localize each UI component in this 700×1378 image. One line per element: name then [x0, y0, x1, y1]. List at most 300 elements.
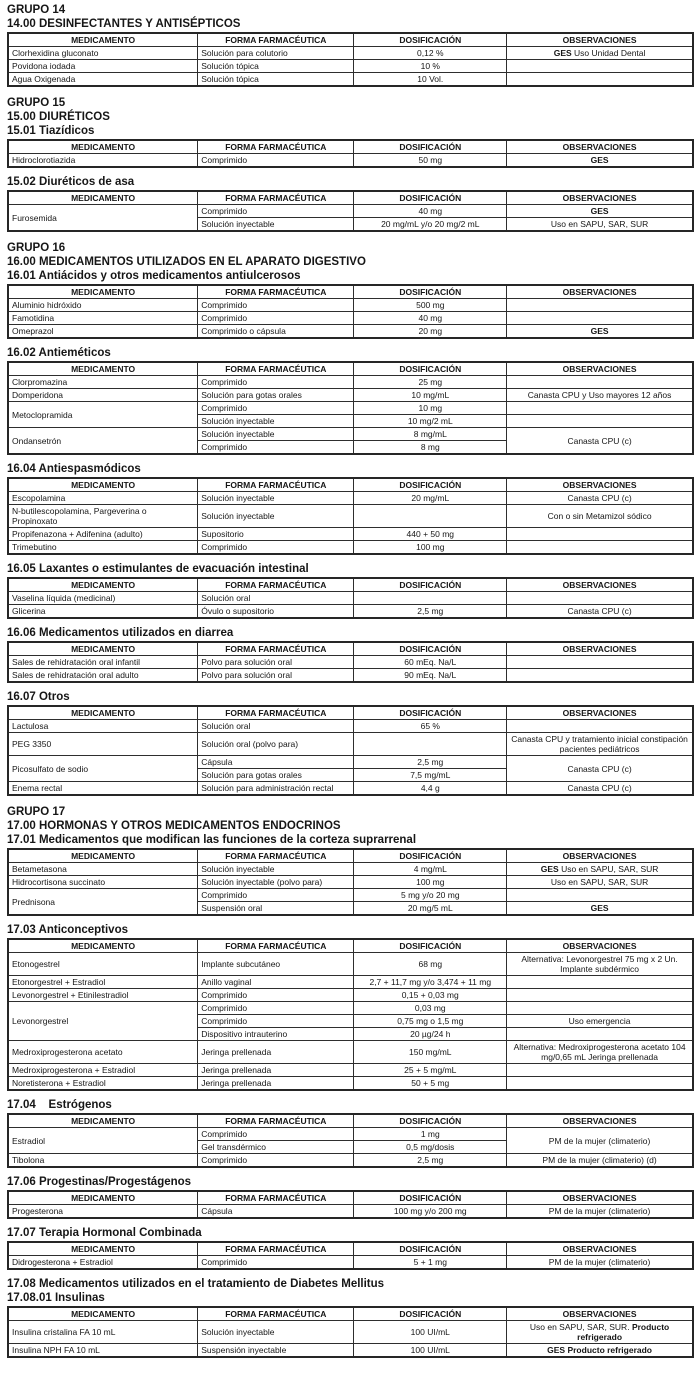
table-row	[8, 325, 693, 339]
cell-medicamento	[8, 733, 198, 756]
column-header: FORMA FARMACÉUTICA	[198, 1114, 354, 1128]
cell-text: Comprimido	[201, 1155, 248, 1165]
cell-observaciones	[507, 1154, 693, 1168]
column-header: MEDICAMENTO	[8, 939, 198, 953]
table-row	[8, 953, 693, 976]
cell-observaciones	[507, 1028, 693, 1041]
cell-dosificacion	[354, 876, 507, 889]
cell-text: PM de la mujer (climaterio) (d)	[542, 1155, 657, 1165]
cell-forma-farmaceutica	[198, 733, 354, 756]
cell-observaciones	[507, 863, 693, 876]
cell-text: Clorhexidina gluconato	[12, 48, 99, 58]
cell-dosificacion	[354, 1128, 507, 1141]
section-heading: 16.05 Laxantes o estimulantes de evacuación intestinal	[7, 563, 309, 575]
column-header: OBSERVACIONES	[507, 1242, 693, 1256]
cell-observaciones	[507, 325, 693, 339]
cell-medicamento	[8, 73, 198, 87]
cell-medicamento	[8, 389, 198, 402]
cell-text: 10 %	[420, 61, 440, 71]
cell-forma-farmaceutica	[198, 720, 354, 733]
cell-text: Metoclopramida	[12, 409, 73, 420]
group-title: GRUPO 16	[7, 242, 66, 254]
cell-text: 0,75 mg o 1,5 mg	[397, 1016, 464, 1026]
cell-text: Insulina cristalina FA 10 mL	[12, 1327, 116, 1337]
cell-forma-farmaceutica	[198, 154, 354, 168]
table-row	[8, 389, 693, 402]
cell-text: Canasta CPU y Uso mayores 12 años	[527, 390, 672, 400]
cell-text: Solución para gotas orales	[201, 390, 302, 400]
cell-forma-farmaceutica	[198, 60, 354, 73]
column-header: OBSERVACIONES	[507, 33, 693, 47]
cell-medicamento	[8, 528, 198, 541]
cell-text: Anillo vaginal	[201, 977, 252, 987]
cell-medicamento	[8, 1077, 198, 1091]
cell-text: 20 µg/24 h	[410, 1029, 451, 1039]
cell-dosificacion	[354, 1154, 507, 1168]
column-header: DOSIFICACIÓN	[354, 362, 507, 376]
table-header-row	[8, 33, 693, 47]
cell-medicamento	[8, 592, 198, 605]
cell-text: Comprimido	[201, 1129, 248, 1139]
table-row	[8, 47, 693, 60]
cell-text: 0,15 + 0,03 mg	[401, 990, 459, 1000]
cell-observaciones	[507, 1015, 693, 1028]
table-row	[8, 592, 693, 605]
cell-text: Medroxiprogesterona acetato	[12, 1047, 123, 1057]
section-heading: 16.04 Antiespasmódicos	[7, 463, 141, 475]
cell-text: Sales de rehidratación oral adulto	[12, 670, 139, 680]
cell-medicamento	[8, 505, 198, 528]
cell-text: 10 Vol.	[417, 74, 444, 84]
cell-forma-farmaceutica	[198, 428, 354, 441]
cell-medicamento	[8, 1128, 198, 1154]
cell-forma-farmaceutica	[198, 876, 354, 889]
cell-observaciones	[507, 1128, 693, 1154]
cell-forma-farmaceutica	[198, 376, 354, 389]
cell-text: 440 + 50 mg	[406, 529, 455, 539]
cell-text: Lactulosa	[12, 721, 49, 731]
table-header	[8, 1191, 693, 1205]
cell-text: Etonogestrel	[12, 959, 60, 969]
cell-medicamento	[8, 605, 198, 619]
cell-text: 100 mg y/o 200 mg	[393, 1206, 467, 1216]
cell-text: Canasta CPU y tratamiento inicial constipación pacientes pediátricos	[511, 734, 688, 754]
medication-table-15.01	[7, 139, 694, 168]
cell-text: Solución inyectable	[201, 1327, 275, 1337]
cell-text: Prednisona	[12, 896, 56, 907]
cell-medicamento	[8, 976, 198, 989]
medication-table-16.02	[7, 361, 694, 455]
cell-text: 100 UI/mL	[410, 1327, 450, 1337]
table-header-row	[8, 362, 693, 376]
cell-text: Levonorgestrel + Etinilestradiol	[12, 990, 129, 1000]
cell-observaciones	[507, 312, 693, 325]
table-row	[8, 863, 693, 876]
column-header: OBSERVACIONES	[507, 578, 693, 592]
cell-dosificacion	[354, 953, 507, 976]
column-header: FORMA FARMACÉUTICA	[198, 642, 354, 656]
medication-table-16.04	[7, 477, 694, 555]
cell-text: Canasta CPU (c)	[567, 493, 632, 503]
cell-dosificacion	[354, 989, 507, 1002]
cell-text: Picosulfato de sodio	[12, 763, 89, 774]
table-row	[8, 876, 693, 889]
cell-dosificacion	[354, 60, 507, 73]
cell-text: 65 %	[420, 721, 440, 731]
group-title: GRUPO 15	[7, 97, 66, 109]
cell-dosificacion	[354, 205, 507, 218]
cell-text: Comprimido	[201, 300, 248, 310]
cell-text: Aluminio hidróxido	[12, 300, 82, 310]
cell-forma-farmaceutica	[198, 902, 354, 916]
cell-dosificacion	[354, 73, 507, 87]
cell-text: Alternativa: Levonorgestrel 75 mg x 2 Un. Implante subdérmico	[521, 954, 678, 974]
table-row	[8, 492, 693, 505]
medication-table-17.03	[7, 938, 694, 1091]
column-header: MEDICAMENTO	[8, 140, 198, 154]
cell-dosificacion	[354, 605, 507, 619]
cell-forma-farmaceutica	[198, 1064, 354, 1077]
cell-text: Uso en SAPU, SAR, SUR	[550, 219, 649, 229]
cell-text: GES	[590, 903, 609, 913]
medication-table-14.00	[7, 32, 694, 87]
column-header: MEDICAMENTO	[8, 191, 198, 205]
table-row	[8, 1205, 693, 1219]
cell-forma-farmaceutica	[198, 47, 354, 60]
cell-text: Comprimido	[201, 890, 248, 900]
section-heading: 16.00 MEDICAMENTOS UTILIZADOS EN EL APARATO DIGESTIVO	[7, 256, 366, 268]
table-header	[8, 706, 693, 720]
cell-medicamento	[8, 669, 198, 683]
cell-observaciones	[507, 605, 693, 619]
cell-observaciones	[507, 1344, 693, 1358]
cell-text: 50 mg	[418, 155, 443, 165]
cell-text: Propifenazona + Adifenina (adulto)	[12, 529, 143, 539]
cell-text: Solución oral	[201, 721, 251, 731]
cell-text: Solución oral	[201, 593, 251, 603]
cell-observaciones	[507, 1064, 693, 1077]
table-header-row	[8, 1114, 693, 1128]
table-row	[8, 782, 693, 796]
medication-table-17.08.01	[7, 1306, 694, 1358]
column-header: MEDICAMENTO	[8, 849, 198, 863]
column-header: OBSERVACIONES	[507, 362, 693, 376]
section-heading: 17.08 Medicamentos utilizados en el tratamiento de Diabetes Mellitus	[7, 1278, 385, 1290]
table-row	[8, 1154, 693, 1168]
cell-medicamento	[8, 720, 198, 733]
column-header: DOSIFICACIÓN	[354, 285, 507, 299]
cell-medicamento	[8, 1154, 198, 1168]
cell-text: 68 mg	[418, 959, 443, 969]
table-header-row	[8, 642, 693, 656]
section-heading: 17.01 Medicamentos que modifican las funciones de la corteza suprarrenal	[7, 834, 417, 846]
cell-medicamento	[8, 1256, 198, 1270]
cell-text: Levonorgestrel	[12, 1016, 69, 1026]
column-header: DOSIFICACIÓN	[354, 1114, 507, 1128]
cell-medicamento	[8, 154, 198, 168]
cell-medicamento	[8, 325, 198, 339]
table-row	[8, 889, 693, 902]
cell-dosificacion	[354, 528, 507, 541]
cell-forma-farmaceutica	[198, 1028, 354, 1041]
table-row	[8, 989, 693, 1002]
cell-dosificacion	[354, 1041, 507, 1064]
cell-observaciones	[507, 756, 693, 782]
table-row	[8, 73, 693, 87]
column-header: MEDICAMENTO	[8, 285, 198, 299]
cell-text: Comprimido o cápsula	[201, 326, 286, 336]
section-heading: 17.04 Estrógenos	[7, 1099, 112, 1111]
medication-table-16.06	[7, 641, 694, 683]
cell-medicamento	[8, 989, 198, 1002]
table-row	[8, 1256, 693, 1270]
cell-text: Clorpromazina	[12, 377, 68, 387]
table-row	[8, 1321, 693, 1344]
cell-dosificacion	[354, 782, 507, 796]
column-header: OBSERVACIONES	[507, 1191, 693, 1205]
table-row	[8, 154, 693, 168]
cell-observaciones	[507, 428, 693, 455]
cell-observaciones	[507, 889, 693, 902]
cell-text: Sales de rehidratación oral infantil	[12, 657, 141, 667]
cell-text: Solución para colutorio	[201, 48, 288, 58]
cell-text: GES	[547, 1345, 568, 1355]
column-header: OBSERVACIONES	[507, 478, 693, 492]
cell-observaciones	[507, 902, 693, 916]
cell-medicamento	[8, 541, 198, 555]
table-header-row	[8, 578, 693, 592]
cell-medicamento	[8, 402, 198, 428]
column-header: FORMA FARMACÉUTICA	[198, 1242, 354, 1256]
cell-forma-farmaceutica	[198, 782, 354, 796]
cell-observaciones	[507, 528, 693, 541]
cell-text: Solución inyectable	[201, 416, 275, 426]
cell-text: Solución oral (polvo para)	[201, 739, 299, 749]
column-header: FORMA FARMACÉUTICA	[198, 33, 354, 47]
table-row	[8, 299, 693, 312]
cell-forma-farmaceutica	[198, 541, 354, 555]
cell-text: GES	[590, 155, 609, 165]
cell-text: Vaselina líquida (medicinal)	[12, 593, 116, 603]
section-heading: 17.03 Anticonceptivos	[7, 924, 129, 936]
medication-table-17.06	[7, 1190, 694, 1219]
table-header	[8, 578, 693, 592]
cell-observaciones	[507, 47, 693, 60]
cell-medicamento	[8, 953, 198, 976]
section-heading: 16.02 Antieméticos	[7, 347, 111, 359]
cell-observaciones	[507, 505, 693, 528]
cell-text: Canasta CPU (c)	[567, 783, 632, 793]
cell-text: 10 mg	[418, 403, 443, 413]
cell-text: Dispositivo intrauterino	[201, 1029, 288, 1039]
cell-text: Solución para gotas orales	[201, 770, 302, 780]
table-header	[8, 939, 693, 953]
cell-text: Cápsula	[201, 757, 233, 767]
cell-text: Producto refrigerado	[567, 1345, 652, 1355]
cell-observaciones	[507, 1077, 693, 1091]
cell-forma-farmaceutica	[198, 73, 354, 87]
column-header: DOSIFICACIÓN	[354, 1191, 507, 1205]
column-header: DOSIFICACIÓN	[354, 939, 507, 953]
cell-observaciones	[507, 1002, 693, 1015]
cell-dosificacion	[354, 733, 507, 756]
cell-text: Etonorgestrel + Estradiol	[12, 977, 106, 987]
cell-forma-farmaceutica	[198, 656, 354, 669]
section-heading: 15.00 DIURÉTICOS	[7, 111, 110, 123]
cell-medicamento	[8, 656, 198, 669]
cell-dosificacion	[354, 1344, 507, 1358]
table-row	[8, 541, 693, 555]
cell-text: Comprimido	[201, 1257, 248, 1267]
cell-forma-farmaceutica	[198, 976, 354, 989]
cell-medicamento	[8, 60, 198, 73]
cell-forma-farmaceutica	[198, 1256, 354, 1270]
column-header: DOSIFICACIÓN	[354, 706, 507, 720]
cell-forma-farmaceutica	[198, 669, 354, 683]
cell-medicamento	[8, 428, 198, 455]
cell-text: Glicerina	[12, 606, 46, 616]
cell-text: 8 mg	[420, 442, 440, 452]
column-header: OBSERVACIONES	[507, 285, 693, 299]
cell-dosificacion	[354, 389, 507, 402]
cell-text: Óvulo o supositorio	[201, 606, 274, 616]
cell-text: 40 mg	[418, 313, 443, 323]
column-header: MEDICAMENTO	[8, 33, 198, 47]
cell-medicamento	[8, 1344, 198, 1358]
cell-forma-farmaceutica	[198, 605, 354, 619]
cell-dosificacion	[354, 720, 507, 733]
cell-text: GES	[590, 206, 609, 216]
cell-medicamento	[8, 782, 198, 796]
cell-forma-farmaceutica	[198, 592, 354, 605]
cell-text: 50 + 5 mg	[411, 1078, 450, 1088]
group-title: GRUPO 17	[7, 806, 66, 818]
column-header: FORMA FARMACÉUTICA	[198, 1191, 354, 1205]
table-header	[8, 478, 693, 492]
cell-text: 2,5 mg	[417, 757, 444, 767]
cell-text: 100 mg	[416, 542, 445, 552]
cell-forma-farmaceutica	[198, 492, 354, 505]
cell-forma-farmaceutica	[198, 1205, 354, 1219]
section-heading: 15.02 Diuréticos de asa	[7, 176, 135, 188]
cell-dosificacion	[354, 428, 507, 441]
column-header: FORMA FARMACÉUTICA	[198, 285, 354, 299]
cell-text: 100 UI/mL	[410, 1345, 450, 1355]
cell-dosificacion	[354, 1064, 507, 1077]
cell-text: Polvo para solución oral	[201, 670, 292, 680]
cell-text: Omeprazol	[12, 326, 54, 336]
table-row	[8, 720, 693, 733]
cell-text: 10 mg/mL	[411, 390, 450, 400]
cell-text: Solución inyectable	[201, 864, 275, 874]
cell-medicamento	[8, 205, 198, 232]
cell-text: Uso en SAPU, SAR, SUR.	[529, 1322, 632, 1332]
cell-text: Alternativa: Medroxiprogesterona acetato 104 mg/0,65 mL Jeringa prellenada	[513, 1042, 686, 1062]
cell-forma-farmaceutica	[198, 505, 354, 528]
cell-medicamento	[8, 1002, 198, 1041]
section-heading: 17.00 HORMONAS Y OTROS MEDICAMENTOS ENDOCRINOS	[7, 820, 341, 832]
cell-forma-farmaceutica	[198, 402, 354, 415]
cell-text: Furosemida	[12, 212, 57, 223]
cell-forma-farmaceutica	[198, 989, 354, 1002]
table-header	[8, 642, 693, 656]
cell-forma-farmaceutica	[198, 1002, 354, 1015]
cell-text: Comprimido	[201, 403, 248, 413]
cell-dosificacion	[354, 47, 507, 60]
cell-text: Hidrocortisona succinato	[12, 877, 106, 887]
medication-table-16.05	[7, 577, 694, 619]
cell-medicamento	[8, 863, 198, 876]
table-row	[8, 528, 693, 541]
cell-dosificacion	[354, 592, 507, 605]
cell-dosificacion	[354, 756, 507, 769]
table-header-row	[8, 140, 693, 154]
column-header: OBSERVACIONES	[507, 1307, 693, 1321]
cell-text: Gel transdérmico	[201, 1142, 266, 1152]
cell-text: Solución inyectable	[201, 429, 275, 439]
cell-text: 500 mg	[416, 300, 445, 310]
group-title: GRUPO 14	[7, 4, 66, 16]
cell-text: Povidona iodada	[12, 61, 76, 71]
cell-forma-farmaceutica	[198, 1141, 354, 1154]
cell-text: Canasta CPU (c)	[567, 606, 632, 616]
column-header: DOSIFICACIÓN	[354, 849, 507, 863]
table-row	[8, 656, 693, 669]
cell-text: 40 mg	[418, 206, 443, 216]
cell-medicamento	[8, 376, 198, 389]
cell-observaciones	[507, 376, 693, 389]
cell-observaciones	[507, 389, 693, 402]
medication-table-16.01	[7, 284, 694, 339]
cell-text: Comprimido	[201, 155, 248, 165]
cell-dosificacion	[354, 415, 507, 428]
column-header: OBSERVACIONES	[507, 191, 693, 205]
table-header-row	[8, 1307, 693, 1321]
cell-text: Noretisterona + Estradiol	[12, 1078, 106, 1088]
cell-text: 10 mg/2 mL	[407, 416, 453, 426]
medication-table-17.04	[7, 1113, 694, 1168]
column-header: MEDICAMENTO	[8, 1242, 198, 1256]
cell-dosificacion	[354, 1015, 507, 1028]
column-header: DOSIFICACIÓN	[354, 191, 507, 205]
cell-text: PM de la mujer (climaterio)	[548, 1257, 651, 1267]
cell-forma-farmaceutica	[198, 769, 354, 782]
table-row	[8, 756, 693, 769]
cell-text: Solución inyectable	[201, 493, 275, 503]
cell-dosificacion	[354, 1028, 507, 1041]
cell-forma-farmaceutica	[198, 325, 354, 339]
cell-observaciones	[507, 73, 693, 87]
cell-text: Comprimido	[201, 1003, 248, 1013]
cell-text: N-butilescopolamina, Pargeverina o Propinoxato	[12, 506, 147, 526]
cell-text: 0,12 %	[417, 48, 444, 58]
cell-dosificacion	[354, 325, 507, 339]
column-header: OBSERVACIONES	[507, 140, 693, 154]
cell-dosificacion	[354, 492, 507, 505]
section-heading: 17.07 Terapia Hormonal Combinada	[7, 1227, 202, 1239]
cell-text: Comprimido	[201, 313, 248, 323]
table-header	[8, 849, 693, 863]
section-heading: 16.07 Otros	[7, 691, 70, 703]
cell-forma-farmaceutica	[198, 1015, 354, 1028]
cell-forma-farmaceutica	[198, 218, 354, 232]
cell-text: Comprimido	[201, 1016, 248, 1026]
cell-text: Progesterona	[12, 1206, 64, 1216]
cell-dosificacion	[354, 299, 507, 312]
cell-text: 5 mg y/o 20 mg	[400, 890, 460, 900]
cell-text: Solución inyectable	[201, 511, 275, 521]
cell-text: 20 mg/5 mL	[407, 903, 453, 913]
